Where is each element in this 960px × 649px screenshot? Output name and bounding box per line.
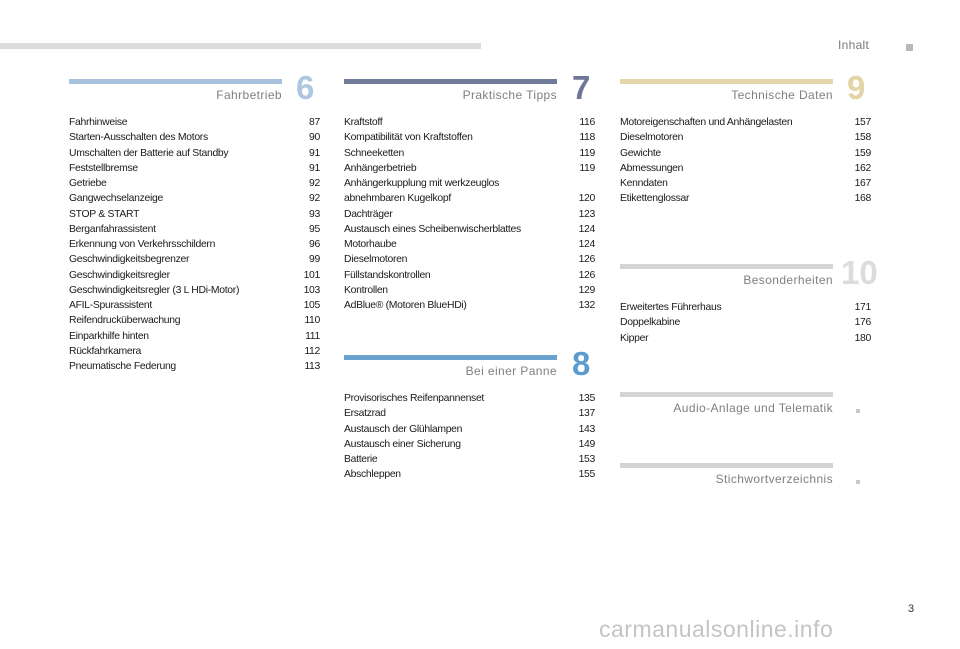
toc-entry-label: Feststellbremse (69, 162, 138, 174)
toc-entry-label: Reifendrucküberwachung (69, 315, 181, 327)
toc-entry[interactable] (620, 191, 871, 206)
toc-entry-list (69, 115, 320, 374)
toc-entry-page: 92 (309, 178, 320, 189)
toc-entry[interactable] (344, 115, 595, 130)
toc-entry[interactable] (69, 298, 320, 313)
toc-entry[interactable] (69, 252, 320, 267)
toc-entry-page: 129 (578, 284, 595, 296)
toc-entry-page: 123 (578, 208, 595, 220)
toc-entry[interactable] (344, 146, 595, 161)
toc-entry[interactable] (620, 115, 871, 130)
toc-entry-label: Anhängerkupplung mit werkzeuglos abnehmbaren Kugelkopf (344, 178, 500, 205)
toc-entry[interactable] (344, 437, 595, 452)
toc-entry-label: Erweitertes Führerhaus (620, 302, 722, 313)
toc-entry-label: Geschwindigkeitsbegrenzer (69, 254, 190, 266)
toc-entry-page: 95 (309, 223, 320, 235)
header-square-marker (906, 44, 913, 51)
toc-entry[interactable] (344, 406, 595, 421)
section-color-bar (344, 79, 557, 84)
section-color-bar (620, 463, 833, 468)
toc-entry-label: Gewichte (620, 147, 661, 159)
toc-entry-page: 158 (854, 132, 871, 144)
section-number: 8 (572, 345, 591, 382)
toc-entry[interactable] (69, 283, 320, 298)
toc-entry-page: 180 (854, 332, 871, 344)
toc-entry-label: Austausch eines Scheibenwischerblattes (344, 223, 521, 235)
section-number: 10 (841, 254, 878, 291)
toc-entry-page: 99 (309, 254, 320, 266)
toc-entry-label: Starten-Ausschalten des Motors (69, 132, 208, 144)
toc-entry[interactable] (69, 268, 320, 283)
toc-entry-label: Erkennung von Verkehrsschildern (69, 239, 216, 250)
toc-entry-page: 118 (579, 132, 595, 144)
toc-entry-label: Dieselmotoren (344, 254, 408, 266)
toc-entry-label: Abmessungen (620, 162, 684, 174)
toc-entry[interactable] (344, 467, 595, 482)
toc-entry-label: Austausch der Glühlampen (344, 423, 463, 435)
toc-entry-label: STOP & START (69, 208, 140, 220)
toc-entry-page: 176 (854, 317, 871, 329)
toc-entry[interactable] (344, 222, 595, 237)
toc-entry[interactable] (69, 222, 320, 237)
toc-entry-page: 119 (579, 147, 595, 159)
toc-entry-list (620, 300, 871, 346)
toc-entry-page: 153 (578, 454, 595, 465)
watermark: carmanualsonline.info (599, 616, 834, 642)
toc-entry-label: Rückfahrkamera (69, 345, 142, 357)
toc-entry-page: 103 (303, 284, 320, 296)
toc-entry-page: 111 (305, 330, 320, 342)
toc-entry-label: Batterie (344, 454, 378, 465)
toc-entry-label: Kenndaten (620, 178, 668, 189)
toc-entry-label: Dachträger (344, 208, 393, 220)
section-title: Bei einer Panne (465, 364, 557, 378)
toc-entry-label: AdBlue® (Motoren BlueHDi) (344, 300, 467, 311)
toc-entry-page: 135 (578, 393, 595, 404)
toc-entry[interactable] (620, 331, 871, 346)
toc-entry-label: Dieselmotoren (620, 132, 684, 144)
toc-entry[interactable] (69, 191, 320, 206)
toc-entry-page: 167 (854, 178, 871, 189)
toc-entry-page: 157 (854, 117, 871, 128)
toc-entry-page: 124 (578, 239, 595, 250)
toc-entry-page: 168 (854, 193, 871, 205)
toc-entry-page: 120 (578, 193, 595, 205)
toc-entry-page: 101 (303, 269, 320, 281)
toc-entry-label: Anhängerbetrieb (344, 162, 417, 174)
toc-entry-page: 112 (304, 345, 320, 357)
toc-entry-page: 171 (854, 302, 871, 313)
toc-entry[interactable] (620, 161, 871, 176)
toc-entry-label: Kraftstoff (344, 117, 383, 128)
toc-entry-page: 137 (578, 408, 595, 420)
toc-entry-label: Kompatibilität von Kraftstoffen (344, 132, 473, 144)
toc-entry[interactable] (69, 115, 320, 130)
toc-entry-page: 91 (309, 162, 320, 174)
toc-entry[interactable] (69, 207, 320, 222)
toc-entry-page: 126 (578, 269, 595, 281)
toc-entry[interactable] (69, 146, 320, 161)
toc-entry-page: 105 (303, 300, 320, 311)
toc-entry[interactable] (344, 252, 595, 267)
toc-entry-label: Ersatzrad (344, 408, 386, 420)
toc-entry-page: 132 (578, 300, 595, 311)
section-title: Audio-Anlage und Telematik (673, 401, 833, 415)
toc-entry-label: Abschleppen (344, 469, 401, 481)
toc-entry-page: 116 (579, 117, 595, 128)
section-color-bar (69, 79, 282, 84)
toc-entry[interactable] (344, 422, 595, 437)
toc-entry[interactable] (344, 283, 595, 298)
toc-entry-page: 124 (578, 223, 595, 235)
page-number: 3 (908, 603, 915, 615)
toc-entry[interactable] (69, 161, 320, 176)
section-title: Technische Daten (731, 88, 833, 102)
toc-entry-label: Füllstandskontrollen (344, 269, 431, 281)
toc-entry[interactable] (69, 313, 320, 328)
toc-entry-label: Gangwechselanzeige (69, 193, 163, 205)
toc-entry[interactable] (620, 130, 871, 145)
toc-entry-label: Provisorisches Reifenpannenset (344, 393, 485, 404)
toc-entry-label: Getriebe (69, 178, 107, 189)
toc-entry-list (344, 391, 595, 483)
toc-entry[interactable] (344, 176, 595, 207)
toc-entry[interactable] (69, 359, 320, 374)
toc-entry-page: 113 (304, 361, 320, 372)
section-title: Stichwortverzeichnis (715, 472, 833, 486)
toc-entry[interactable] (620, 315, 871, 330)
toc-entry-page: 110 (304, 315, 320, 327)
toc-entry-label: Austausch einer Sicherung (344, 438, 461, 450)
toc-entry[interactable] (344, 161, 595, 176)
toc-entry[interactable] (344, 130, 595, 145)
toc-entry[interactable] (69, 329, 320, 344)
section-color-bar (620, 392, 833, 397)
toc-entry-page: 159 (854, 147, 871, 159)
toc-entry[interactable] (69, 176, 320, 191)
toc-entry-list (620, 115, 871, 207)
toc-entry-page: 92 (309, 193, 320, 205)
toc-entry[interactable] (69, 237, 320, 252)
toc-entry-page: 93 (309, 208, 320, 220)
toc-entry-label: AFIL-Spurassistent (69, 300, 152, 311)
toc-entry-label: Doppelkabine (620, 317, 680, 329)
section-title: Praktische Tipps (462, 88, 557, 102)
toc-entry-page: 149 (578, 438, 595, 450)
toc-entry-label: Umschalten der Batterie auf Standby (69, 147, 229, 159)
section-number: 9 (847, 69, 866, 106)
toc-entry-label: Schneeketten (344, 147, 404, 159)
toc-entry-label: Einparkhilfe hinten (69, 330, 149, 342)
toc-entry[interactable] (69, 344, 320, 359)
section-marker-dot (856, 409, 860, 413)
toc-entry-page: 162 (854, 162, 871, 174)
toc-entry[interactable] (620, 176, 871, 191)
toc-entry-list (344, 115, 595, 313)
section-marker-dot (856, 480, 860, 484)
section-color-bar (620, 79, 833, 84)
toc-entry-label: Fahrhinweise (69, 117, 128, 128)
section-title: Fahrbetrieb (216, 88, 282, 102)
toc-entry[interactable] (620, 146, 871, 161)
section-number: 7 (572, 69, 591, 106)
toc-entry[interactable] (344, 391, 595, 406)
toc-entry-label: Geschwindigkeitsregler (69, 269, 170, 281)
page-header-title: Inhalt (838, 38, 870, 52)
toc-entry-label: Etikettenglossar (620, 193, 690, 205)
toc-entry-label: Pneumatische Federung (69, 361, 176, 372)
toc-entry-page: 91 (309, 147, 320, 159)
toc-entry-page: 90 (309, 132, 320, 144)
toc-entry-label: Geschwindigkeitsregler (3 L HDi-Motor) (69, 284, 240, 296)
toc-entry-page: 96 (309, 239, 320, 250)
toc-entry-page: 119 (579, 162, 595, 174)
section-number: 6 (296, 69, 315, 106)
toc-entry-page: 143 (578, 423, 595, 435)
toc-entry[interactable] (344, 237, 595, 252)
toc-entry-label: Kipper (620, 332, 649, 344)
toc-entry[interactable] (344, 298, 595, 313)
toc-entry[interactable] (344, 452, 595, 467)
toc-entry-page: 126 (578, 254, 595, 266)
toc-entry-label: Motoreigenschaften und Anhängelasten (620, 117, 793, 128)
toc-entry[interactable] (344, 207, 595, 222)
section-title: Besonderheiten (743, 273, 833, 287)
top-decorative-bar (0, 43, 481, 49)
toc-entry[interactable] (620, 300, 871, 315)
toc-entry-label: Berganfahrassistent (69, 223, 156, 235)
toc-entry-label: Motorhaube (344, 239, 397, 250)
section-color-bar (344, 355, 557, 360)
toc-entry[interactable] (344, 268, 595, 283)
toc-entry-page: 155 (578, 469, 595, 481)
toc-entry[interactable] (69, 130, 320, 145)
toc-entry-page: 87 (309, 117, 320, 128)
toc-entry-label: Kontrollen (344, 284, 388, 296)
section-color-bar (620, 264, 833, 269)
